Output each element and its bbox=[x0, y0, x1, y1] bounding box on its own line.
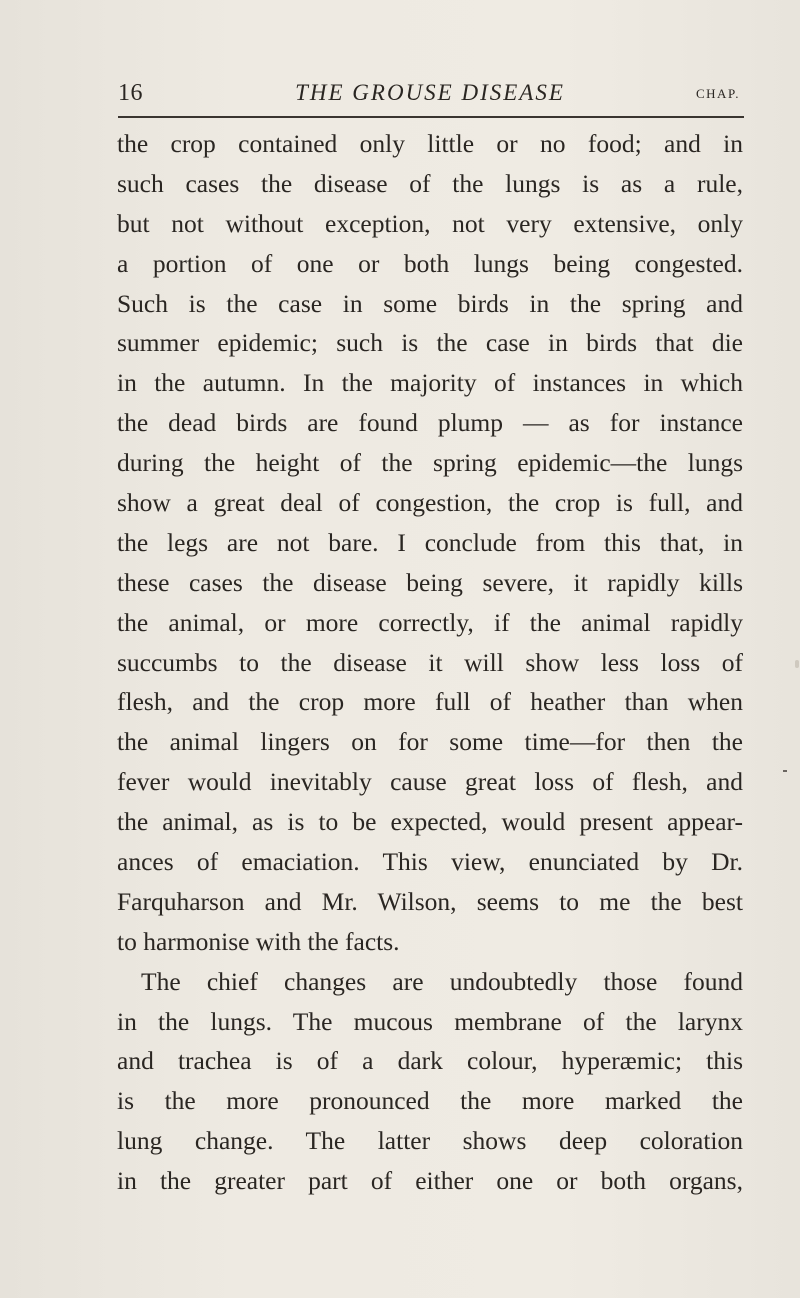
text-line: Farquharson and Mr. Wilson, seems to me the best bbox=[117, 886, 743, 916]
text-line: the legs are not bare. I conclude from this that, in bbox=[117, 527, 743, 557]
text-line: during the height of the spring epidemic—the lungs bbox=[117, 448, 743, 478]
text-line: to harmonise with the facts. bbox=[117, 926, 400, 956]
text-line: lung change. The latter shows deep coloration bbox=[117, 1126, 743, 1156]
text-line: show a great deal of congestion, the crop is full, and bbox=[117, 488, 743, 518]
text-line: such cases the disease of the lungs is as a rule, bbox=[117, 168, 743, 198]
text-line: but not without exception, not very extensive, only bbox=[117, 208, 743, 238]
text-line: fever would inevitably cause great loss of flesh, and bbox=[117, 767, 743, 797]
body-text bbox=[117, 124, 743, 1201]
running-title: THE GROUSE DISEASE bbox=[295, 80, 565, 105]
page-header bbox=[118, 80, 742, 114]
text-line: the animal lingers on for some time—for then the bbox=[117, 727, 743, 757]
text-line: ances of emaciation. This view, enunciated by Dr. bbox=[117, 847, 743, 877]
text-line: the animal, as is to be expected, would present appear- bbox=[117, 807, 743, 837]
text-line: in the autumn. In the majority of instances in which bbox=[117, 368, 743, 398]
text-line: succumbs to the disease it will show less loss of bbox=[117, 647, 743, 677]
margin-mark bbox=[783, 770, 787, 772]
text-line: these cases the disease being severe, it rapidly kills bbox=[117, 567, 743, 597]
text-line: flesh, and the crop more full of heather than when bbox=[117, 687, 743, 717]
header-rule bbox=[118, 116, 744, 118]
text-line: the animal, or more correctly, if the animal rapidly bbox=[117, 607, 743, 637]
paper-speck bbox=[795, 660, 799, 668]
text-line: summer epidemic; such is the case in birds that die bbox=[117, 328, 743, 358]
page-number: 16 bbox=[118, 80, 143, 106]
text-line: The chief changes are undoubtedly those found bbox=[141, 966, 743, 996]
text-line: Such is the case in some birds in the spring and bbox=[117, 288, 743, 318]
text-line: the dead birds are found plump — as for instance bbox=[117, 408, 743, 438]
text-line: and trachea is of a dark colour, hyperæmic; this bbox=[117, 1046, 743, 1076]
chapter-mark: CHAP. bbox=[696, 86, 740, 101]
text-line: in the lungs. The mucous membrane of the larynx bbox=[117, 1006, 743, 1036]
text-line: the crop contained only little or no food; and in bbox=[117, 129, 743, 158]
text-line: a portion of one or both lungs being congested. bbox=[117, 248, 743, 278]
text-line: in the greater part of either one or both organs, bbox=[117, 1166, 743, 1196]
text-line: is the more pronounced the more marked the bbox=[117, 1086, 743, 1116]
